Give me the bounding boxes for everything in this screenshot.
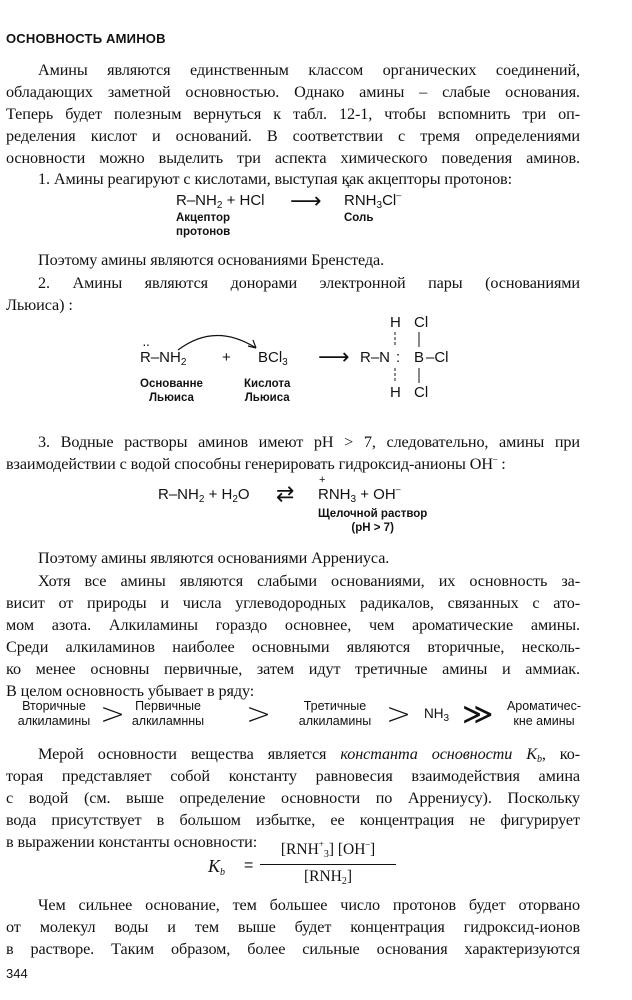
arrhenius-text: Поэтому амины являются основаниями Аррениуса. xyxy=(38,549,390,567)
eq2-bond-lines xyxy=(390,330,430,388)
series-sep-2: > xyxy=(246,697,272,732)
eq2-bottom-cl: Cl xyxy=(414,384,429,401)
measure-line-2: торая представляет собой константу равновесия взаимодействия амина xyxy=(6,767,580,785)
compare-line-4: Среди алкиламинов наиболее основными являются вторичные, несколь- xyxy=(6,638,580,656)
point3-line-1: 3. Водные растворы аминов имеют pH > 7, следовательно, амины при xyxy=(38,433,580,451)
eq1-reactants: $R-NH_2$ + HCl xyxy=(176,192,265,211)
eq2-top-cl: Cl xyxy=(414,314,429,331)
intro-line-4: ределения кислот и оснований. В соответствии с тремя определениями xyxy=(6,127,580,145)
intro-line-5: основности можно выделить три аспекта химического поведения аминов. xyxy=(6,149,580,167)
eq3-arrow: ⇄ xyxy=(276,481,295,506)
intro-line-2: обладающих заметной основностью. Однако амины – слабые основания. xyxy=(6,83,580,101)
eq1-label-salt: Соль xyxy=(344,212,374,224)
eq3-label: Щелочной раствор (pH > 7) xyxy=(318,508,428,534)
series-sep-4: ≫ xyxy=(462,697,494,732)
measure-line-4: вода присутствует в большом избытке, ее концентрация не фигурирует xyxy=(6,811,580,829)
eq1-arrow: ⟶ xyxy=(290,188,322,213)
series-primary: Первичные алкиламнны xyxy=(131,699,205,728)
series-aromatic: Ароматичес- кне амины xyxy=(506,699,582,728)
intro-line-1: Амины являются единственным классом органических соединений, xyxy=(38,61,580,79)
compare-line-1: Хотя все амины являются слабыми основаниями, их основность за- xyxy=(38,572,580,590)
series-sep-3: > xyxy=(386,697,412,732)
point1-text: 1. Амины реагируют с кислотами, выступая как акцепторы протонов: xyxy=(38,170,512,188)
eq1-hcl: + HCl xyxy=(226,192,265,209)
measure-line-3: с водой (см. выше определение основности по Аррениусу). Поскольку xyxy=(6,789,580,807)
series-tertiary: Третичные алкиламины xyxy=(298,699,372,728)
final-line-2: от молекул воды и тем выше будет концентрация гидроксид-ионов xyxy=(6,918,580,936)
kb-denominator: $[RNH_2]$ xyxy=(303,868,353,887)
page-number: 344 xyxy=(6,966,28,981)
point3-line-2: взаимодействии с водой способны генерировать гидроксид-анионы OH– : xyxy=(6,454,506,473)
eq2-acid: BCl$_3$ xyxy=(258,349,288,368)
series-sep-1: > xyxy=(100,697,126,732)
eq2-right-cl: –Cl xyxy=(426,349,449,366)
eq2-colon: : xyxy=(396,349,401,366)
compare-line-2: висит от природы и числа углеводородных радикалов, связанных с ато- xyxy=(6,594,580,612)
point2-line-1: 2. Амины являются донорами электронной пары (основаниями xyxy=(38,274,580,292)
eq3-reactants: $R-NH_2 + H_2O$ xyxy=(158,486,250,505)
eq2-arrow: ⟶ xyxy=(318,344,350,369)
eq1-product: + $RNH_3Cl^-$ xyxy=(344,192,401,209)
page-title: ОСНОВНОСТЬ АМИНОВ xyxy=(6,31,166,46)
eq1-product-base: + RNH xyxy=(344,192,377,209)
final-line-3: в растворе. Таким образом, более сильные основания характеризуются xyxy=(6,940,580,958)
eq1-label-acceptor: Акцептор протонов xyxy=(176,212,231,238)
eq2-label-acid: Кислота Льюиса xyxy=(244,378,291,404)
compare-line-5: ко менее основны первичные, затем идут третичные амины и аммиак. xyxy=(6,660,580,678)
eq2-plus: + xyxy=(222,349,231,366)
compare-line-6: В целом основность убывает в ряду: xyxy=(6,682,255,700)
eq2-product-left: R–N xyxy=(360,349,391,366)
compare-line-3: мом азота. Алкиламины гораздо основнее, чем ароматические амины. xyxy=(6,616,580,634)
kb-equals: = xyxy=(244,857,254,874)
eq2-bottom-h: H xyxy=(390,384,401,401)
eq3-products: + $RNH_3 + OH^-$ xyxy=(318,486,401,503)
eq2-amine: ·· $R-NH_2$ xyxy=(140,349,186,366)
final-line-1: Чем сильнее основание, тем большее число протонов будет оторвано xyxy=(38,896,580,914)
kb-fraction-bar xyxy=(260,864,396,865)
series-secondary: Вторичные алкиламины xyxy=(17,699,91,728)
kb-numerator: $[RNH^+_3]$ [OH–] xyxy=(280,839,376,860)
eq1-amine: R–NH xyxy=(176,192,217,209)
series-ammonia: $NH_3$ xyxy=(424,706,450,724)
measure-line-5: в выражении константы основности: xyxy=(6,833,258,851)
kb-symbol: $K_b$ xyxy=(208,856,226,878)
eq2-label-base: Основанне Льюиса xyxy=(140,378,203,404)
eq2-boron: B xyxy=(414,349,425,366)
point2-line-2: Льюиса) : xyxy=(6,296,73,314)
bronsted-text: Поэтому амины являются основаниями Бренстеда. xyxy=(38,251,385,269)
intro-line-3: Теперь будет полезным вернуться к табл. 12-1, чтобы вспомнить три оп- xyxy=(6,105,580,123)
eq2-top-h: H xyxy=(390,314,401,331)
measure-line-1: Мерой основности вещества является константа основности $K_b$, ко- xyxy=(38,745,581,765)
